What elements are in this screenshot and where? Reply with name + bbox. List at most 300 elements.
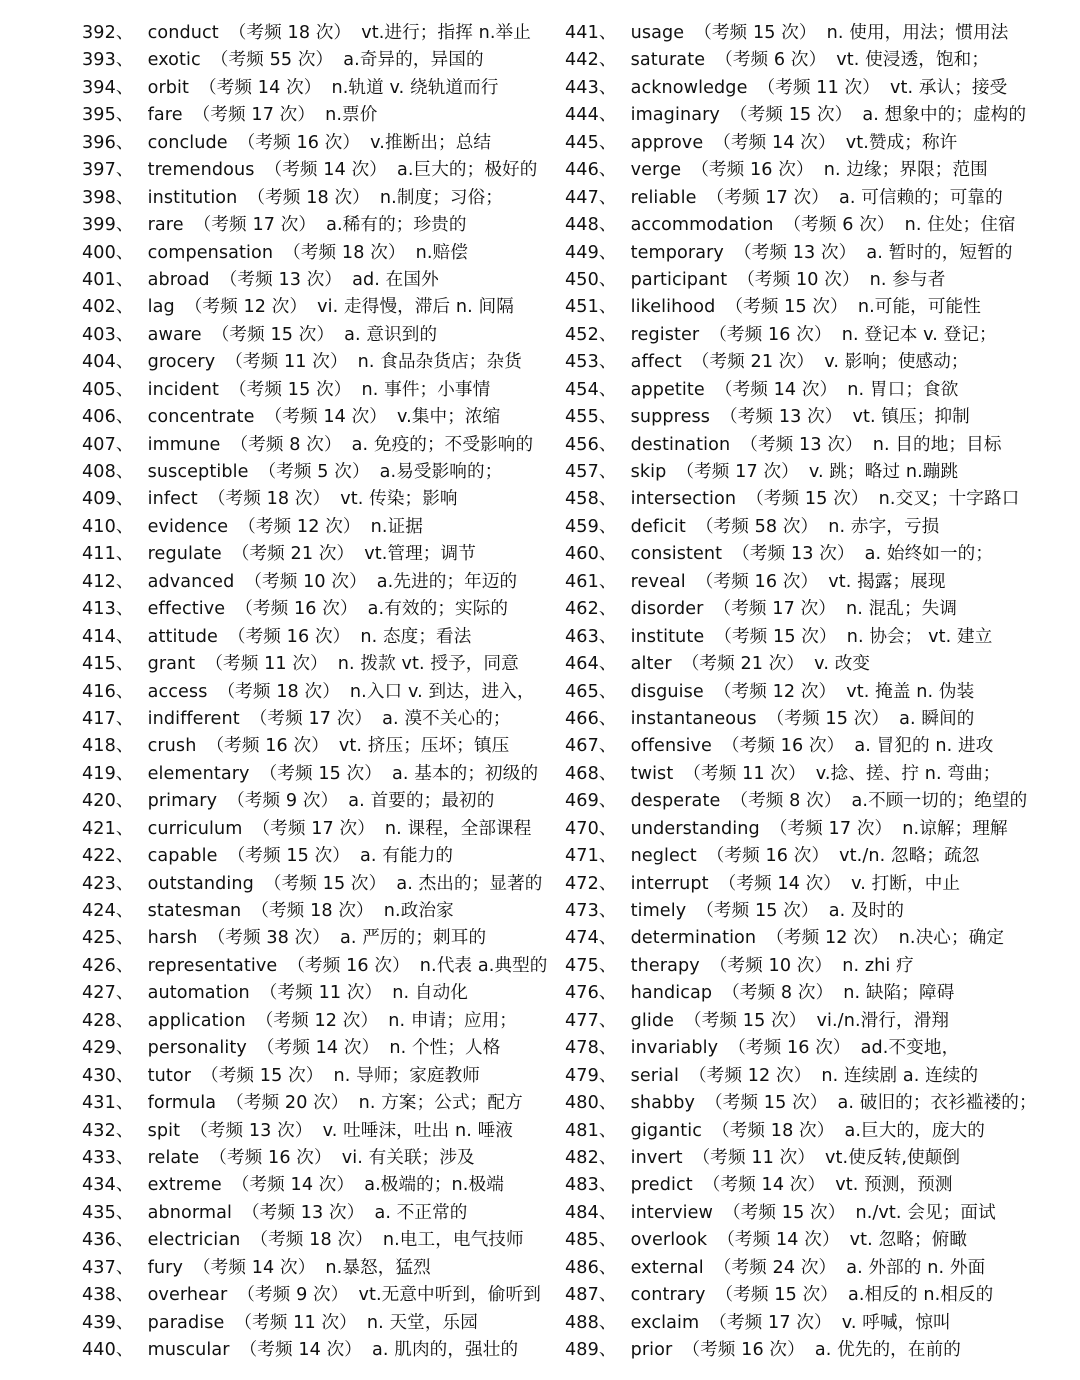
entry-frequency: （考频 13 次） bbox=[219, 269, 343, 290]
entry-definition: vt.赞成；称许 bbox=[845, 132, 958, 153]
entry-number: 437、 bbox=[82, 1257, 134, 1278]
vocab-entry bbox=[82, 432, 552, 459]
vocab-entry bbox=[82, 349, 552, 376]
entry-frequency: （考频 15 次） bbox=[696, 901, 819, 921]
entry-word: determination bbox=[630, 928, 757, 949]
entry-word: consistent bbox=[630, 544, 723, 565]
entry-frequency: （考频 18 次） bbox=[283, 242, 406, 263]
entry-word: abroad bbox=[147, 269, 210, 290]
entry-word: saturate bbox=[630, 50, 706, 71]
entry-frequency: （考频 11 次） bbox=[757, 77, 880, 98]
entry-definition: v.捻、搓、拧 n. 弯曲； bbox=[815, 763, 1001, 784]
entry-number: 420、 bbox=[82, 791, 134, 812]
entry-frequency: （考频 15 次） bbox=[227, 846, 351, 867]
entry-definition: a.相反的 n.相反的 bbox=[847, 1285, 994, 1306]
vocab-entry bbox=[565, 541, 1070, 568]
entry-frequency: （考频 16 次） bbox=[235, 599, 358, 620]
vocab-entry bbox=[565, 651, 1070, 678]
entry-number: 406、 bbox=[82, 407, 134, 428]
vocab-entry bbox=[82, 1035, 552, 1062]
vocab-entry bbox=[82, 706, 552, 733]
vocab-entry bbox=[82, 1337, 552, 1364]
entry-frequency: （考频 16 次） bbox=[682, 1340, 805, 1360]
entry-word: acknowledge bbox=[630, 77, 748, 98]
entry-number: 480、 bbox=[565, 1093, 617, 1114]
entry-frequency: （考频 18 次） bbox=[247, 187, 370, 208]
entry-definition: vt.无意中听到，偷听到 bbox=[358, 1285, 541, 1306]
entry-frequency: （考频 12 次） bbox=[255, 1010, 379, 1031]
entry-number: 474、 bbox=[565, 928, 617, 949]
entry-frequency: （考频 9 次） bbox=[237, 1285, 349, 1306]
entry-definition: n.交叉；十字路口 bbox=[878, 489, 1020, 510]
entry-frequency: （考频 11 次） bbox=[259, 983, 383, 1004]
vocab-entry bbox=[82, 788, 552, 815]
entry-number: 412、 bbox=[82, 571, 134, 592]
entry-definition: n.暴怒，猛烈 bbox=[325, 1257, 431, 1278]
entry-word: approve bbox=[630, 132, 704, 153]
vocab-entry bbox=[565, 1200, 1070, 1227]
entry-definition: a.稀有的；珍贵的 bbox=[326, 215, 467, 236]
entry-word: statesman bbox=[147, 901, 242, 921]
entry-definition: n. 住处；住宿 bbox=[904, 215, 1016, 236]
entry-definition: a. 严厉的；刺耳的 bbox=[340, 928, 487, 949]
entry-definition: vt. 挤压；压坏；镇压 bbox=[338, 736, 510, 757]
entry-definition: vi. 走得慢，滞后 n. 间隔 bbox=[317, 297, 514, 318]
entry-frequency: （考频 14 次） bbox=[702, 1175, 826, 1196]
entry-definition: vi. 有关联；涉及 bbox=[341, 1147, 475, 1168]
entry-definition: n. 课程，全部课程 bbox=[384, 818, 532, 839]
vocab-entry bbox=[565, 20, 1070, 47]
vocab-entry bbox=[82, 679, 552, 706]
entry-definition: a. 基本的；初级的 bbox=[392, 763, 539, 784]
entry-number: 446、 bbox=[565, 160, 617, 181]
entry-definition: n. 连续剧 a. 连续的 bbox=[821, 1065, 979, 1086]
vocab-entry bbox=[565, 569, 1070, 596]
entry-word: participant bbox=[630, 269, 728, 290]
entry-number: 414、 bbox=[82, 626, 134, 647]
entry-frequency: （考频 14 次） bbox=[199, 77, 322, 98]
entry-number: 456、 bbox=[565, 434, 617, 455]
entry-word: therapy bbox=[630, 955, 700, 976]
entry-number: 438、 bbox=[82, 1285, 134, 1306]
entry-definition: vt. 掩盖 n. 伪装 bbox=[846, 681, 975, 702]
entry-number: 450、 bbox=[565, 269, 617, 290]
entry-frequency: （考频 17 次） bbox=[193, 215, 317, 236]
entry-number: 411、 bbox=[82, 544, 134, 565]
vocab-entry bbox=[565, 486, 1070, 513]
vocab-entry bbox=[565, 1035, 1070, 1062]
entry-frequency: （考频 15 次） bbox=[705, 1093, 828, 1114]
entry-definition: a. 免疫的；不受影响的 bbox=[351, 434, 534, 455]
entry-frequency: （考频 14 次） bbox=[717, 1230, 840, 1251]
entry-definition: n. 方案；公式；配方 bbox=[358, 1093, 523, 1114]
vocab-entry bbox=[565, 322, 1070, 349]
entry-frequency: （考频 16 次） bbox=[721, 736, 845, 757]
entry-word: primary bbox=[147, 791, 218, 812]
vocab-entry bbox=[82, 569, 552, 596]
entry-number: 483、 bbox=[565, 1175, 617, 1196]
vocab-entry bbox=[82, 624, 552, 651]
entry-number: 396、 bbox=[82, 132, 134, 153]
entry-frequency: （考频 14 次） bbox=[713, 132, 836, 153]
entry-number: 447、 bbox=[565, 187, 617, 208]
vocab-entry bbox=[82, 1063, 552, 1090]
entry-definition: vt.使反转,使颠倒 bbox=[825, 1147, 961, 1168]
entry-word: capable bbox=[147, 846, 218, 867]
entry-number: 489、 bbox=[565, 1340, 617, 1360]
entry-frequency: （考频 6 次） bbox=[715, 50, 827, 71]
entry-frequency: （考频 24 次） bbox=[713, 1257, 837, 1278]
entry-definition: v. 呼喊，惊叫 bbox=[841, 1312, 951, 1333]
entry-frequency: （考频 15 次） bbox=[715, 1285, 838, 1306]
entry-definition: n. 胃口；食欲 bbox=[847, 379, 959, 400]
entry-number: 405、 bbox=[82, 379, 134, 400]
vocab-entry bbox=[82, 925, 552, 952]
entry-number: 431、 bbox=[82, 1093, 134, 1114]
entry-frequency: （考频 17 次） bbox=[713, 599, 836, 620]
entry-word: fare bbox=[147, 105, 183, 126]
entry-frequency: （考频 13 次） bbox=[740, 434, 863, 455]
vocab-entry bbox=[565, 843, 1070, 870]
entry-word: access bbox=[147, 681, 208, 702]
vocab-entry bbox=[82, 541, 552, 568]
vocab-entry bbox=[565, 130, 1070, 157]
entry-number: 415、 bbox=[82, 654, 134, 675]
entry-word: gigantic bbox=[630, 1120, 702, 1141]
entry-frequency: （考频 58 次） bbox=[695, 516, 819, 537]
entry-word: appetite bbox=[630, 379, 705, 400]
entry-frequency: （考频 17 次） bbox=[676, 462, 799, 482]
entry-number: 418、 bbox=[82, 736, 134, 757]
vocab-entry bbox=[82, 1090, 552, 1117]
vocab-entry bbox=[565, 1310, 1070, 1337]
vocab-entry bbox=[82, 1200, 552, 1227]
vocab-entry bbox=[565, 75, 1070, 102]
entry-definition: vt. 承认；接受 bbox=[889, 77, 1008, 98]
entry-frequency: （考频 11 次） bbox=[225, 352, 348, 373]
entry-number: 465、 bbox=[565, 681, 617, 702]
vocab-entry bbox=[565, 157, 1070, 184]
entry-word: accommodation bbox=[630, 215, 774, 236]
entry-word: suppress bbox=[630, 407, 711, 428]
entry-frequency: （考频 15 次） bbox=[714, 626, 837, 647]
entry-number: 435、 bbox=[82, 1202, 134, 1223]
entry-frequency: （考频 16 次） bbox=[728, 1038, 851, 1059]
entry-frequency: （考频 14 次） bbox=[192, 1257, 316, 1278]
vocab-entry bbox=[565, 1282, 1070, 1309]
vocab-entry bbox=[565, 788, 1070, 815]
entry-definition: ad. 在国外 bbox=[352, 269, 439, 290]
vocab-entry bbox=[82, 1145, 552, 1172]
entry-frequency: （考频 18 次） bbox=[207, 489, 331, 510]
vocab-entry bbox=[565, 679, 1070, 706]
entry-word: effective bbox=[147, 599, 226, 620]
entry-definition: n. 食品杂货店；杂货 bbox=[357, 352, 522, 373]
entry-word: elementary bbox=[147, 763, 250, 784]
entry-word: interrupt bbox=[630, 873, 709, 894]
entry-definition: a. 可信赖的；可靠的 bbox=[838, 187, 1003, 208]
vocab-entry bbox=[82, 1118, 552, 1145]
entry-number: 449、 bbox=[565, 242, 617, 263]
entry-definition: n. 事件；小事情 bbox=[361, 379, 491, 400]
entry-word: usage bbox=[630, 23, 685, 43]
entry-word: invariably bbox=[630, 1038, 719, 1059]
entry-number: 395、 bbox=[82, 105, 134, 126]
vocab-entry bbox=[565, 377, 1070, 404]
entry-definition: n. 导师；家庭教师 bbox=[333, 1065, 480, 1086]
entry-definition: n.政治家 bbox=[383, 901, 454, 921]
entry-word: formula bbox=[147, 1093, 217, 1114]
entry-frequency: （考频 17 次） bbox=[709, 1312, 832, 1333]
vocab-entry bbox=[82, 185, 552, 212]
entry-number: 462、 bbox=[565, 599, 617, 620]
entry-definition: vt. 预测，预测 bbox=[835, 1175, 953, 1196]
entry-definition: vt.管理；调节 bbox=[364, 544, 476, 565]
entry-definition: a. 始终如一的； bbox=[864, 544, 994, 565]
entry-word: handicap bbox=[630, 983, 713, 1004]
entry-number: 471、 bbox=[565, 846, 617, 867]
entry-word: prior bbox=[630, 1340, 673, 1360]
entry-word: grocery bbox=[147, 352, 216, 373]
entry-frequency: （考频 12 次） bbox=[184, 297, 308, 318]
vocab-entry bbox=[82, 651, 552, 678]
entry-word: destination bbox=[630, 434, 731, 455]
entry-definition: a. 杰出的；显著的 bbox=[396, 873, 543, 894]
entry-word: deficit bbox=[630, 516, 686, 537]
vocab-entry bbox=[82, 404, 552, 431]
entry-definition: n.决心；确定 bbox=[898, 928, 1005, 949]
entry-definition: vt. 忽略；俯瞰 bbox=[849, 1230, 968, 1251]
entry-definition: v. 改变 bbox=[814, 654, 871, 675]
entry-word: institute bbox=[630, 626, 705, 647]
entry-word: institution bbox=[147, 187, 238, 208]
entry-number: 467、 bbox=[565, 736, 617, 757]
entry-word: timely bbox=[630, 901, 687, 921]
entry-word: verge bbox=[630, 160, 682, 181]
entry-word: disorder bbox=[630, 599, 704, 620]
vocab-entry bbox=[565, 459, 1070, 486]
entry-definition: a.极端的；n.极端 bbox=[364, 1175, 504, 1196]
entry-word: serial bbox=[630, 1065, 679, 1086]
vocab-entry bbox=[565, 898, 1070, 925]
vocab-entry bbox=[565, 212, 1070, 239]
entry-number: 432、 bbox=[82, 1120, 134, 1141]
entry-word: crush bbox=[147, 736, 197, 757]
entry-number: 403、 bbox=[82, 324, 134, 345]
entry-word: conclude bbox=[147, 132, 228, 153]
vocab-entry bbox=[565, 733, 1070, 760]
entry-number: 430、 bbox=[82, 1065, 134, 1086]
entry-frequency: （考频 8 次） bbox=[230, 434, 342, 455]
entry-word: invert bbox=[630, 1147, 683, 1168]
entry-frequency: （考频 13 次） bbox=[733, 242, 857, 263]
vocab-entry bbox=[82, 377, 552, 404]
entry-definition: vt./n. 忽略；疏忽 bbox=[839, 846, 980, 867]
entry-word: curriculum bbox=[147, 818, 243, 839]
entry-frequency: （考频 10 次） bbox=[244, 571, 367, 592]
entry-word: infect bbox=[147, 489, 198, 510]
entry-word: skip bbox=[630, 462, 667, 482]
entry-frequency: （考频 15 次） bbox=[729, 105, 853, 126]
entry-definition: a.巨大的，庞大的 bbox=[844, 1120, 985, 1141]
entry-definition: v.推断出；总结 bbox=[370, 132, 492, 153]
vocab-entry bbox=[82, 212, 552, 239]
entry-frequency: （考频 14 次） bbox=[231, 1175, 355, 1196]
entry-definition: n. 使用，用法；惯用法 bbox=[826, 23, 1009, 43]
entry-frequency: （考频 14 次） bbox=[239, 1340, 363, 1360]
entry-definition: a. 冒犯的 n. 进攻 bbox=[854, 736, 994, 757]
entry-number: 399、 bbox=[82, 215, 134, 236]
entry-word: register bbox=[630, 324, 700, 345]
entry-frequency: （考频 10 次） bbox=[709, 955, 833, 976]
vocab-entry bbox=[82, 294, 552, 321]
entry-number: 428、 bbox=[82, 1010, 134, 1031]
entry-frequency: （考频 38 次） bbox=[207, 928, 331, 949]
entry-number: 400、 bbox=[82, 242, 134, 263]
entry-number: 416、 bbox=[82, 681, 134, 702]
entry-frequency: （考频 16 次） bbox=[695, 571, 819, 592]
entry-number: 401、 bbox=[82, 269, 134, 290]
entry-definition: a.巨大的；极好的 bbox=[396, 160, 538, 181]
entry-definition: n.电工，电气技师 bbox=[382, 1230, 524, 1251]
entry-frequency: （考频 15 次） bbox=[746, 489, 869, 510]
entry-frequency: （考频 20 次） bbox=[226, 1093, 349, 1114]
entry-number: 422、 bbox=[82, 846, 134, 867]
entry-frequency: （考频 16 次） bbox=[237, 132, 361, 153]
entry-word: neglect bbox=[630, 846, 697, 867]
entry-frequency: （考频 15 次） bbox=[723, 1202, 846, 1223]
vocab-entry bbox=[82, 733, 552, 760]
entry-number: 402、 bbox=[82, 297, 134, 318]
entry-word: alter bbox=[630, 654, 672, 675]
entry-word: paradise bbox=[147, 1312, 225, 1333]
entry-definition: a. 暂时的，短暂的 bbox=[866, 242, 1013, 263]
vocab-entry bbox=[565, 102, 1070, 129]
vocab-entry bbox=[565, 761, 1070, 788]
entry-definition: vt. 揭露；展现 bbox=[828, 571, 946, 592]
entry-frequency: （考频 18 次） bbox=[228, 23, 352, 43]
entry-number: 461、 bbox=[565, 571, 617, 592]
entry-number: 475、 bbox=[565, 955, 617, 976]
entry-number: 476、 bbox=[565, 983, 617, 1004]
entry-frequency: （考频 17 次） bbox=[706, 187, 829, 208]
entry-frequency: （考频 17 次） bbox=[769, 818, 893, 839]
entry-number: 398、 bbox=[82, 187, 134, 208]
vocab-entry bbox=[82, 267, 552, 294]
entry-number: 397、 bbox=[82, 160, 134, 181]
entry-frequency: （考频 14 次） bbox=[264, 407, 388, 428]
entry-word: interview bbox=[630, 1202, 713, 1223]
entry-number: 404、 bbox=[82, 352, 134, 373]
vocab-entry bbox=[565, 816, 1070, 843]
vocab-entry bbox=[565, 432, 1070, 459]
entry-frequency: （考频 6 次） bbox=[783, 215, 895, 236]
entry-word: muscular bbox=[147, 1340, 230, 1360]
entry-word: tremendous bbox=[147, 160, 255, 181]
entry-number: 407、 bbox=[82, 434, 134, 455]
entry-frequency: （考频 13 次） bbox=[732, 544, 855, 565]
entry-word: indifferent bbox=[147, 708, 240, 729]
entry-definition: a. 优先的，在前的 bbox=[814, 1340, 961, 1360]
vocab-entry bbox=[82, 980, 552, 1007]
entry-definition: ad.不变地， bbox=[860, 1038, 960, 1059]
entry-number: 482、 bbox=[565, 1147, 617, 1168]
entry-word: incident bbox=[147, 379, 220, 400]
entry-definition: v. 跳；略过 n.蹦跳 bbox=[808, 462, 959, 482]
vocab-entry bbox=[565, 185, 1070, 212]
entry-number: 424、 bbox=[82, 901, 134, 921]
entry-definition: a. 外部的 n. 外面 bbox=[846, 1257, 986, 1278]
entry-definition: a. 破旧的；衣衫褴褛的； bbox=[837, 1093, 1037, 1114]
entry-word: extreme bbox=[147, 1175, 222, 1196]
entry-word: application bbox=[147, 1010, 246, 1031]
entry-word: evidence bbox=[147, 516, 229, 537]
entry-word: attitude bbox=[147, 626, 218, 647]
entry-number: 443、 bbox=[565, 77, 617, 98]
entry-frequency: （考频 15 次） bbox=[263, 873, 387, 894]
entry-definition: n. 缺陷；障碍 bbox=[843, 983, 955, 1004]
entry-number: 423、 bbox=[82, 873, 134, 894]
vocab-entry bbox=[565, 349, 1070, 376]
entry-definition: vt.进行；指挥 n.举止 bbox=[361, 23, 531, 43]
entry-number: 478、 bbox=[565, 1038, 617, 1059]
entry-number: 470、 bbox=[565, 818, 617, 839]
entry-word: compensation bbox=[147, 242, 274, 263]
entry-word: external bbox=[630, 1257, 704, 1278]
entry-definition: n.可能，可能性 bbox=[857, 297, 981, 318]
entry-number: 473、 bbox=[565, 901, 617, 921]
vocab-entry bbox=[82, 102, 552, 129]
vocab-entry bbox=[565, 953, 1070, 980]
entry-definition: v.集中；浓缩 bbox=[397, 407, 501, 428]
entry-word: regulate bbox=[147, 544, 222, 565]
entry-frequency: （考频 16 次） bbox=[691, 160, 814, 181]
entry-number: 486、 bbox=[565, 1257, 617, 1278]
entry-number: 392、 bbox=[82, 23, 134, 43]
vocab-entry bbox=[565, 267, 1070, 294]
entry-frequency: （考频 18 次） bbox=[217, 681, 340, 702]
entry-definition: a.有效的；实际的 bbox=[367, 599, 509, 620]
entry-word: rare bbox=[147, 215, 184, 236]
entry-definition: n.赔偿 bbox=[415, 242, 468, 263]
entry-frequency: （考频 11 次） bbox=[692, 1147, 816, 1168]
entry-word: exotic bbox=[147, 50, 201, 71]
entry-number: 463、 bbox=[565, 626, 617, 647]
entry-definition: n. 自动化 bbox=[392, 983, 468, 1004]
entry-word: reveal bbox=[630, 571, 686, 592]
entry-word: intersection bbox=[630, 489, 737, 510]
entry-word: lag bbox=[147, 297, 175, 318]
vocab-entry bbox=[82, 514, 552, 541]
entry-word: desperate bbox=[630, 791, 721, 812]
entry-definition: a.先进的；年迈的 bbox=[376, 571, 518, 592]
entry-frequency: （考频 15 次） bbox=[725, 297, 848, 318]
vocab-entry bbox=[82, 1310, 552, 1337]
entry-frequency: （考频 11 次） bbox=[205, 654, 328, 675]
entry-word: contrary bbox=[630, 1285, 706, 1306]
vocab-entry bbox=[565, 980, 1070, 1007]
entry-number: 444、 bbox=[565, 105, 617, 126]
entry-definition: vi./n.滑行，滑翔 bbox=[816, 1010, 950, 1031]
entry-definition: n.入口 v. 到达，进入， bbox=[349, 681, 535, 702]
vocab-entry bbox=[565, 240, 1070, 267]
entry-word: instantaneous bbox=[630, 708, 757, 729]
entry-number: 429、 bbox=[82, 1038, 134, 1059]
entry-definition: n. 个性；人格 bbox=[389, 1038, 501, 1059]
entry-definition: v. 影响；使感动； bbox=[824, 352, 969, 373]
entry-frequency: （考频 21 次） bbox=[691, 352, 815, 373]
entry-word: concentrate bbox=[147, 407, 255, 428]
